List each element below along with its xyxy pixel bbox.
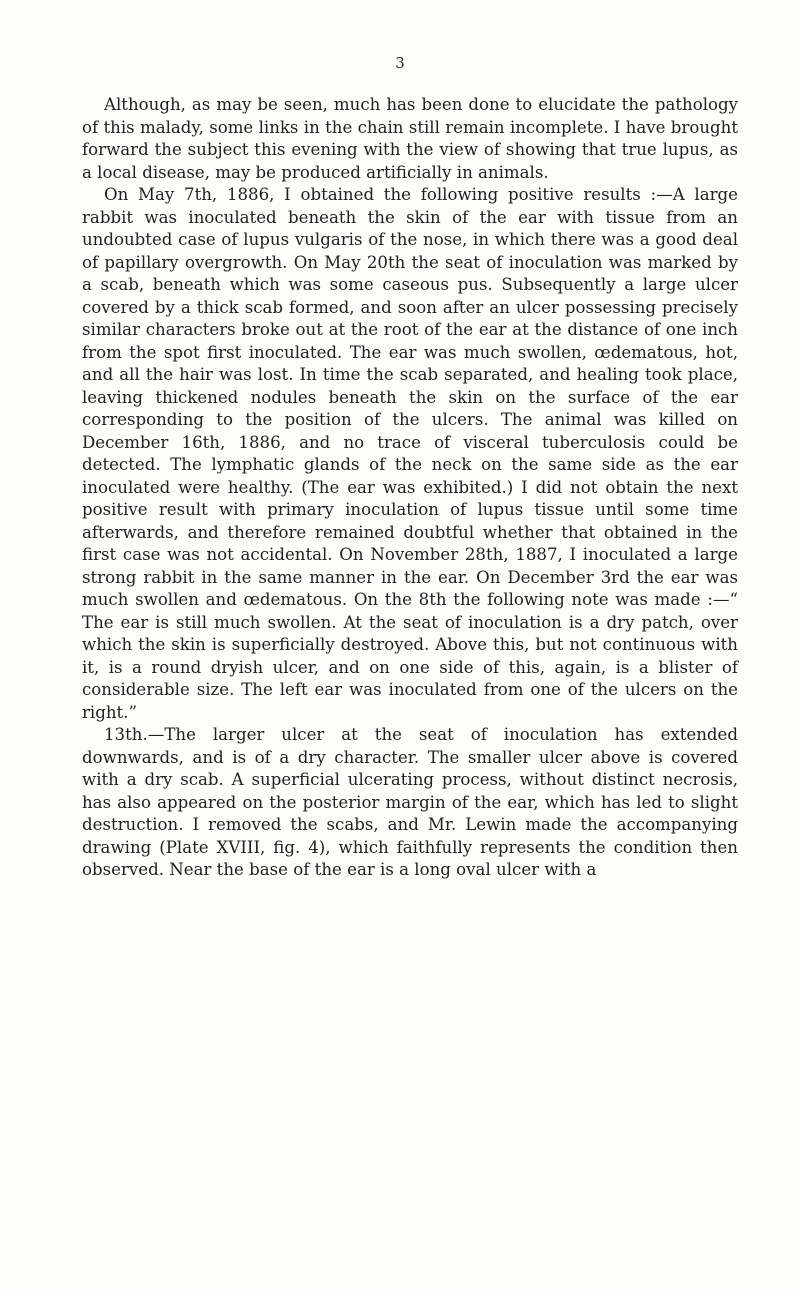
paragraph-intro: Although, as may be seen, much has been done to elucidate the pathology of this malady, some links in the chain still remain incomplete. I have brought forward the subject this evening with the view of showing that true lupus, as a local disease, may be produced artificially in animals. [82, 95, 738, 182]
paragraph-13th-note: 13th.—The larger ulcer at the seat of inoculation has extended downwards, and is of a dry character. The smaller ulcer above is covered with a dry scab. A superficial ulcerating process, without distinct necrosis, has also appeared on the posterior margin of the ear, which has led to slight destruction. I removed the scabs, and Mr. Lewin made the accompanying drawing (Plate XVIII, fig. 4), which faithfully represents the condition then observed. Near the base of the ear is a long oval ulcer with a [82, 725, 738, 879]
page-number: 3 [395, 54, 405, 72]
body-text [82, 94, 738, 882]
paragraph-first-experiment: On May 7th, 1886, I obtained the following positive results :—A large rabbit was inoculated beneath the skin of the ear with tissue from an undoubted case of lupus vulgaris of the nose, in which there was a good deal of papillary overgrowth. On May 20th the seat of inoculation was marked by a scab, beneath which was some caseous pus. Subsequently a large ulcer covered by a thick scab formed, and soon after an ulcer possessing precisely similar characters broke out at the root of the ear at the distance of one inch from the spot first inoculated. The ear was much swollen, œdematous, hot, and all the hair was lost. In time the scab separated, and healing took place, leaving thickened nodules beneath the skin on the surface of the ear corresponding to the position of the ulcers. The animal was killed on December 16th, 1886, and no trace of visceral tuberculosis could be detected. The lymphatic glands of the neck on the same side as the ear inoculated were healthy. (The ear was exhibited.) I did not obtain the next positive result with primary inoculation of lupus tissue until some time afterwards, and therefore remained doubtful whether that obtained in the first case was not accidental. On November 28th, 1887, I inoculated a large strong rabbit in the same manner in the ear. On December 3rd the ear was much swollen and œdematous. On the 8th the following note was made :—“ The ear is still much swollen. At the seat of inoculation is a dry patch, over which the skin is superficially destroyed. Above this, but not continuous with it, is a round dryish ulcer, and on one side of this, again, is a blister of considerable size. The left ear was inoculated from one of the ulcers on the right.” [82, 185, 738, 722]
